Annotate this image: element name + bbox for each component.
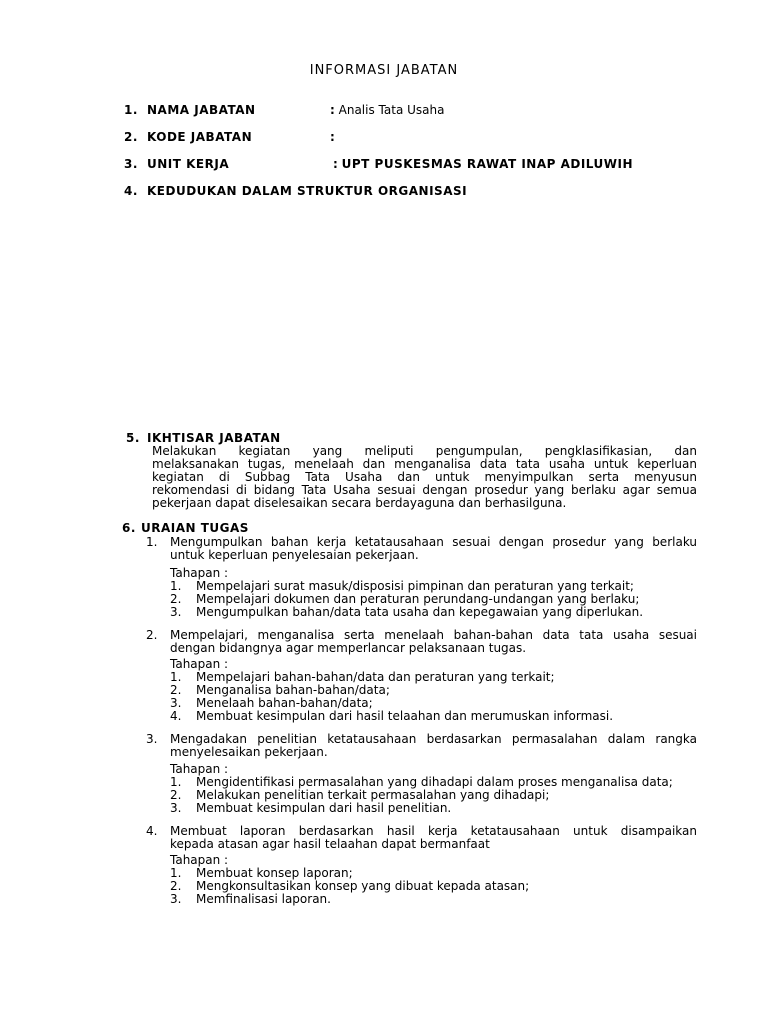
identity-number: 4. — [124, 184, 138, 198]
paragraph-line: melaksanakan tugas, menelaah dan menganalisa data tata usaha untuk keperluan — [152, 457, 697, 471]
step-text: Mempelajari bahan-bahan/data dan peraturan yang terkait; — [196, 670, 555, 684]
step-number: 3. — [170, 801, 182, 815]
identity-colon: : — [333, 157, 338, 171]
identity-colon: : — [330, 130, 335, 144]
section-number: 5. — [126, 431, 140, 445]
identity-label: KEDUDUKAN DALAM STRUKTUR ORGANISASI — [147, 184, 468, 198]
identity-label: UNIT KERJA — [147, 157, 230, 171]
identity-value-text: UPT PUSKESMAS RAWAT INAP ADILUWIH — [341, 157, 634, 171]
step-number: 2. — [170, 683, 182, 697]
identity-value-text: Analis Tata Usaha — [338, 103, 445, 117]
paragraph-line: rekomendasi di bidang Tata Usaha sesuai dengan prosedur yang berlaku agar semua — [152, 483, 697, 497]
task-line: Membuat laporan berdasarkan hasil kerja ketatausahaan untuk disampaikan — [170, 824, 697, 838]
task-line: untuk keperluan penyelesaian pekerjaan. — [170, 548, 419, 562]
paragraph-line: Melakukan kegiatan yang meliputi pengumpulan, pengklasifikasian, dan — [152, 444, 697, 458]
step-text: Menganalisa bahan-bahan/data; — [196, 683, 390, 697]
identity-label: KODE JABATAN — [147, 130, 253, 144]
task-number: 2. — [146, 628, 158, 642]
task-description — [170, 629, 697, 655]
step-text: Membuat konsep laporan; — [196, 866, 353, 880]
step-text: Mengidentifikasi permasalahan yang dihadapi dalam proses menganalisa data; — [196, 775, 673, 789]
step-number: 1. — [170, 670, 182, 684]
section-number: 6. — [122, 521, 136, 535]
identity-number: 1. — [124, 103, 138, 117]
task-line: kepada atasan agar hasil telaahan dapat bermanfaat — [170, 837, 490, 851]
summary-paragraph — [152, 445, 697, 510]
section-heading: URAIAN TUGAS — [141, 521, 249, 535]
identity-value — [333, 158, 633, 171]
step-number: 2. — [170, 788, 182, 802]
step-number: 3. — [170, 696, 182, 710]
step-text: Mempelajari surat masuk/disposisi pimpinan dan peraturan yang terkait; — [196, 579, 634, 593]
paragraph-line: pekerjaan dapat diselesaikan secara berdayaguna dan berhasilguna. — [152, 496, 567, 510]
identity-label: NAMA JABATAN — [147, 103, 256, 117]
stages-label: Tahapan : — [170, 657, 229, 671]
step-text: Melakukan penelitian terkait permasalahan yang dihadapi; — [196, 788, 550, 802]
task-number: 4. — [146, 824, 158, 838]
page-title: INFORMASI JABATAN — [309, 63, 459, 78]
organization-structure-area — [120, 204, 700, 424]
identity-colon: : — [330, 103, 335, 117]
step-number: 1. — [170, 866, 182, 880]
stages-label: Tahapan : — [170, 762, 229, 776]
identity-value — [330, 131, 335, 144]
paragraph-line: kegiatan di Subbag Tata Usaha dan untuk menyimpulkan serta menyusun — [152, 470, 697, 484]
step-number: 3. — [170, 605, 182, 619]
step-text: Membuat kesimpulan dari hasil penelitian. — [196, 801, 452, 815]
task-description — [170, 733, 697, 759]
step-text: Menelaah bahan-bahan/data; — [196, 696, 373, 710]
identity-number: 2. — [124, 130, 138, 144]
identity-number: 3. — [124, 157, 138, 171]
task-line: Mengadakan penelitian ketatausahaan berdasarkan permasalahan dalam rangka — [170, 732, 697, 746]
task-line: menyelesaikan pekerjaan. — [170, 745, 328, 759]
stages-label: Tahapan : — [170, 566, 229, 580]
step-text: Membuat kesimpulan dari hasil telaahan dan merumuskan informasi. — [196, 709, 614, 723]
identity-value — [330, 104, 444, 117]
task-line: dengan bidangnya agar memperlancar pelaksanaan tugas. — [170, 641, 527, 655]
step-text: Mengumpulkan bahan/data tata usaha dan kepegawaian yang diperlukan. — [196, 605, 644, 619]
step-number: 1. — [170, 579, 182, 593]
step-text: Mempelajari dokumen dan peraturan perundang-undangan yang berlaku; — [196, 592, 640, 606]
section-heading: IKHTISAR JABATAN — [147, 431, 281, 445]
step-number: 2. — [170, 592, 182, 606]
stages-label: Tahapan : — [170, 853, 229, 867]
task-description — [170, 825, 697, 851]
step-text: Memfinalisasi laporan. — [196, 892, 331, 906]
step-number: 2. — [170, 879, 182, 893]
task-line: Mengumpulkan bahan kerja ketatausahaan sesuai dengan prosedur yang berlaku — [170, 535, 697, 549]
step-number: 1. — [170, 775, 182, 789]
step-number: 4. — [170, 709, 182, 723]
task-number: 1. — [146, 535, 158, 549]
step-text: Mengkonsultasikan konsep yang dibuat kepada atasan; — [196, 879, 530, 893]
task-description — [170, 536, 697, 562]
step-number: 3. — [170, 892, 182, 906]
task-line: Mempelajari, menganalisa serta menelaah bahan-bahan data tata usaha sesuai — [170, 628, 697, 642]
task-number: 3. — [146, 732, 158, 746]
